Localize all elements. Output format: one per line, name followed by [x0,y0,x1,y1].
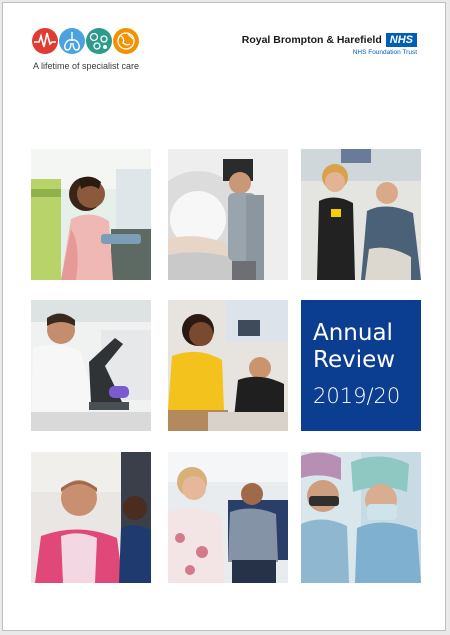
globe-icon [113,28,139,54]
photo-surgeons [301,452,421,583]
nhs-badge: NHS [386,33,417,47]
trust-name: Royal Brompton & Harefield [241,34,382,46]
cover-page [2,2,446,631]
photo-nurse-with-teen [168,300,288,431]
trust-subtitle: NHS Foundation Trust [352,49,417,56]
photo-scan-patient [168,149,288,280]
review-year: 2019/20 [313,384,401,408]
tagline: A lifetime of specialist care [33,61,140,71]
logo-icons [31,27,143,57]
trust-identity [242,33,417,56]
photo-man-lead-apron [31,452,151,583]
photo-staff-and-patient [301,149,421,280]
trust-logo [31,27,161,77]
photo-lab-microscope [31,300,151,431]
photo-two-staff-seated [168,452,288,583]
review-title-line1: Annual [313,320,393,346]
review-title-line2: Review [313,347,396,373]
photo-child-playing [31,149,151,280]
lungs-icon [59,28,85,54]
annual-review-panel [301,300,421,431]
cells-icon [86,28,112,54]
heartbeat-icon [32,28,58,54]
